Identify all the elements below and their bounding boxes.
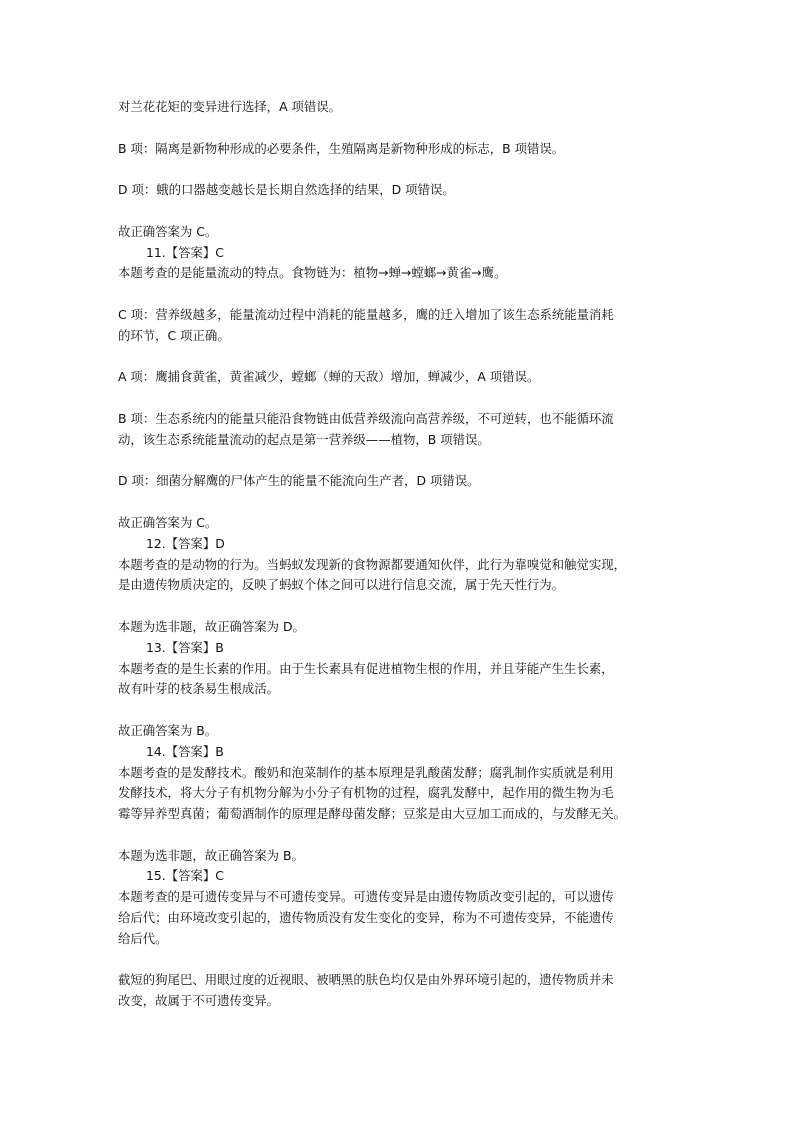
paragraph bbox=[118, 263, 698, 284]
answer-heading bbox=[118, 638, 698, 659]
text-line: 故有叶芽的枝条易生根成活。 bbox=[118, 681, 280, 697]
paragraph bbox=[118, 763, 698, 825]
text-line: 是由遗传物质决定的，反映了蚂蚁个体之间可以进行信息交流，属于先天性行为。 bbox=[118, 577, 565, 593]
text-line: 给后代。 bbox=[118, 930, 168, 946]
blank-line bbox=[118, 201, 698, 222]
text-line: 故正确答案为 C。 bbox=[118, 514, 218, 530]
text-line: 截短的狗尾巴、用眼过度的近视眼、被晒黑的肤色均仅是由外界环境引起的，遗传物质并未 bbox=[118, 972, 614, 988]
text-line: D 项：蛾的口器越变越长是长期自然选择的结果，D 项错误。 bbox=[118, 182, 455, 198]
text-line: 11.【答案】C bbox=[146, 244, 224, 260]
blank-line bbox=[118, 451, 698, 472]
text-line: D 项：细菌分解鹰的尸体产生的能量不能流向生产者，D 项错误。 bbox=[118, 473, 480, 489]
blank-line bbox=[118, 596, 698, 617]
paragraph bbox=[118, 139, 698, 160]
text-line: C 项：营养级越多，能量流动过程中消耗的能量越多，鹰的迁入增加了该生态系统能量消耗 bbox=[118, 306, 614, 322]
paragraph bbox=[118, 367, 698, 388]
text-line: 霉等异养型真菌；葡萄酒制作的原理是酵母菌发酵；豆浆是由大豆加工而成的，与发酵无关。 bbox=[118, 806, 627, 822]
paragraph bbox=[118, 970, 698, 1012]
answer-heading bbox=[118, 534, 698, 555]
paragraph bbox=[118, 721, 698, 742]
paragraph bbox=[118, 513, 698, 534]
blank-line bbox=[118, 388, 698, 409]
text-line: 13.【答案】B bbox=[146, 639, 224, 655]
blank-line bbox=[118, 284, 698, 305]
document-page bbox=[118, 97, 698, 1012]
text-line: 本题考查的是动物的行为。当蚂蚁发现新的食物源都要通知伙伴，此行为靠嗅觉和触觉实现， bbox=[118, 556, 627, 572]
paragraph bbox=[118, 97, 698, 118]
blank-line bbox=[118, 347, 698, 368]
answer-heading bbox=[118, 243, 698, 264]
text-line: 本题为选非题，故正确答案为 D。 bbox=[118, 618, 305, 634]
blank-line bbox=[118, 825, 698, 846]
paragraph bbox=[118, 305, 698, 347]
answer-heading bbox=[118, 742, 698, 763]
paragraph bbox=[118, 471, 698, 492]
text-line: 故正确答案为 B。 bbox=[118, 722, 218, 738]
text-line: 改变，故属于不可遗传变异。 bbox=[118, 993, 280, 1009]
blank-line bbox=[118, 492, 698, 513]
paragraph bbox=[118, 222, 698, 243]
paragraph bbox=[118, 409, 698, 451]
text-line: 本题考查的是生长素的作用。由于生长素具有促进植物生根的作用，并且芽能产生生长素， bbox=[118, 660, 614, 676]
paragraph bbox=[118, 846, 698, 867]
text-line: 故正确答案为 C。 bbox=[118, 223, 218, 239]
text-line: 本题考查的是可遗传变异与不可遗传变异。可遗传变异是由遗传物质改变引起的，可以遗传 bbox=[118, 889, 614, 905]
text-line: 14.【答案】B bbox=[146, 743, 224, 759]
blank-line bbox=[118, 950, 698, 971]
paragraph bbox=[118, 555, 698, 597]
text-line: B 项：隔离是新物种形成的必要条件，生殖隔离是新物种形成的标志，B 项错误。 bbox=[118, 140, 565, 156]
paragraph bbox=[118, 180, 698, 201]
text-line: A 项：鹰捕食黄雀，黄雀减少，螳螂（蝉的天敌）增加，蝉减少，A 项错误。 bbox=[118, 369, 540, 385]
text-line: B 项：生态系统内的能量只能沿食物链由低营养级流向高营养级，不可逆转，也不能循环流 bbox=[118, 410, 614, 426]
paragraph bbox=[118, 659, 698, 701]
text-line: 本题考查的是能量流动的特点。食物链为：植物→蝉→螳螂→黄雀→鹰。 bbox=[118, 265, 507, 281]
paragraph bbox=[118, 617, 698, 638]
blank-line bbox=[118, 700, 698, 721]
paragraph bbox=[118, 887, 698, 949]
text-line: 动，该生态系统能量流动的起点是第一营养级——植物，B 项错误。 bbox=[118, 431, 490, 447]
answer-heading bbox=[118, 866, 698, 887]
text-line: 给后代；由环境改变引起的，遗传物质没有发生变化的变异，称为不可遗传变异，不能遗传 bbox=[118, 910, 614, 926]
text-line: 本题为选非题，故正确答案为 B。 bbox=[118, 847, 304, 863]
blank-line bbox=[118, 159, 698, 180]
blank-line bbox=[118, 118, 698, 139]
text-line: 对兰花花矩的变异进行选择，A 项错误。 bbox=[118, 99, 342, 114]
text-line: 15.【答案】C bbox=[146, 868, 224, 884]
text-line: 12.【答案】D bbox=[146, 535, 225, 551]
text-line: 的环节，C 项正确。 bbox=[118, 327, 230, 343]
text-line: 发酵技术，将大分子有机物分解为小分子有机物的过程，腐乳发酵中，起作用的微生物为毛 bbox=[118, 785, 614, 801]
text-line: 本题考查的是发酵技术。酸奶和泡菜制作的基本原理是乳酸菌发酵；腐乳制作实质就是利用 bbox=[118, 764, 614, 780]
